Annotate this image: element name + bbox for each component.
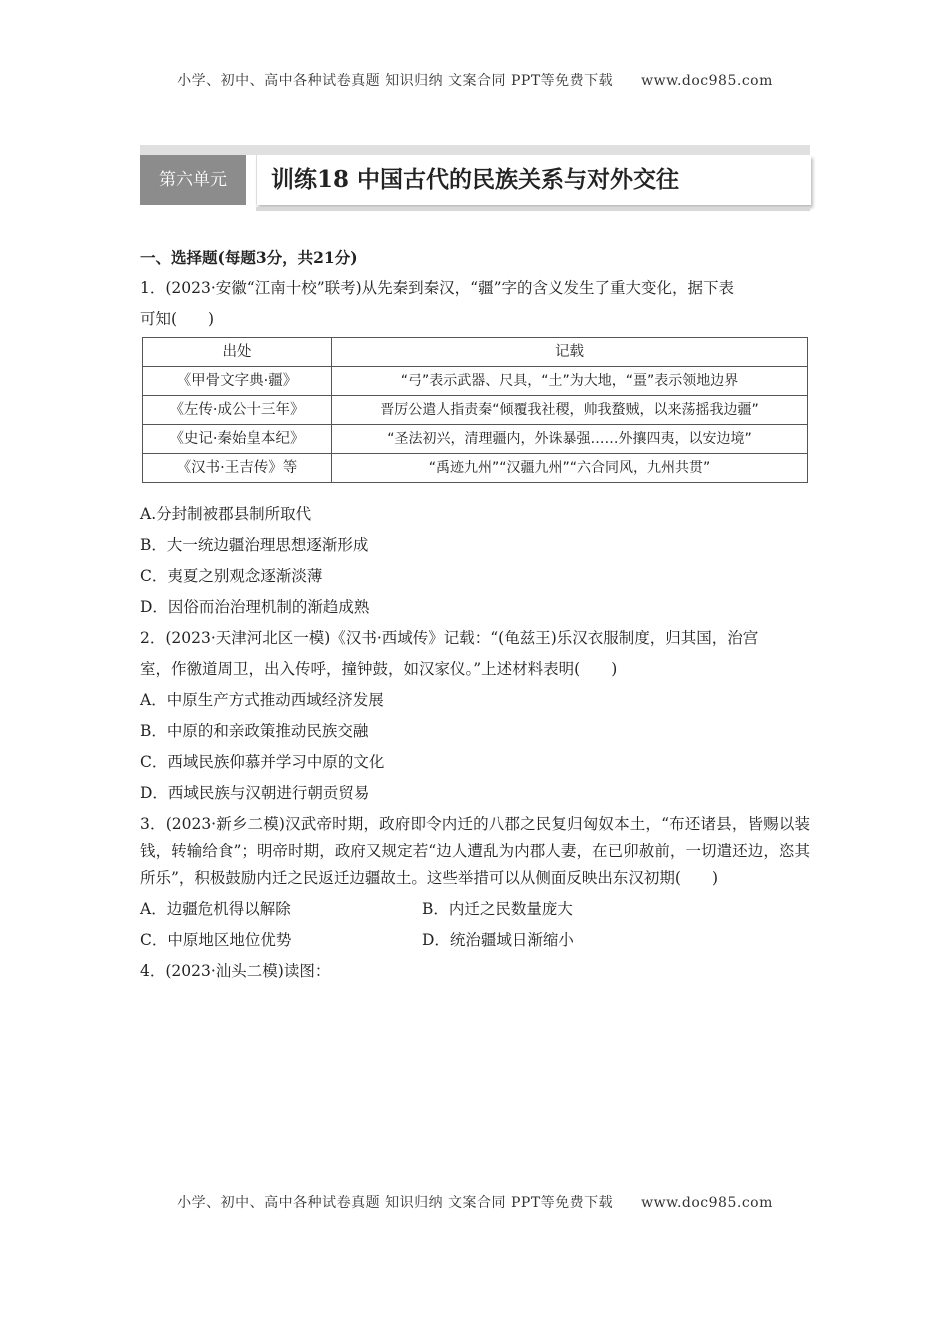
question-content [140, 244, 810, 989]
q3-stem: 3．(2023·新乡二模)汉武帝时期，政府即令内迁的八郡之民复归匈奴本土，“布还诸县，皆赐以装钱，转输给食”；明帝时期，政府又规定若“边人遭乱为内郡人妻，在已卯赦前，一切遣还边，恣其所乐”，积极鼓励内迁之民返迁边疆故土。这些举措可以从侧面反映出东汉初期( ) [140, 815, 810, 887]
q1-line1: 1．(2023·安徽“江南十校”联考)从先秦到秦汉，“疆”字的含义发生了重大变化，据下表 [140, 279, 735, 297]
table-row [143, 367, 808, 396]
q1-source-table [142, 337, 808, 483]
q4-stem: 4．(2023·汕头二模)读图： [140, 962, 331, 980]
unit-banner [140, 145, 810, 213]
banner-stripe [140, 145, 810, 155]
q3-option-d[interactable]: D．统治疆域日渐缩小 [422, 931, 574, 949]
table-cell-record: “圣法初兴，清理疆内，外诛暴强……外攘四夷，以安边境” [332, 425, 808, 454]
table-cell-record: 晋厉公遣人指责秦“倾覆我社稷，帅我蝥贼，以来荡摇我边疆” [332, 396, 808, 425]
table-header-cell: 出处 [143, 338, 332, 367]
table-cell-source: 《左传·成公十三年》 [143, 396, 332, 425]
table-cell-record: “禹迹九州”“汉疆九州”“六合同风，九州共贯” [332, 454, 808, 483]
q3-options-row-2 [140, 927, 810, 954]
q2-option-b[interactable]: B．中原的和亲政策推动民族交融 [140, 722, 369, 740]
q1-option-a[interactable]: A.分封制被郡县制所取代 [140, 505, 312, 523]
table-cell-record: “弓”表示武器、尺具，“土”为大地，“畺”表示领地边界 [332, 367, 808, 396]
q2-option-a[interactable]: A．中原生产方式推动西域经济发展 [140, 691, 384, 709]
q3-options-row-1 [140, 896, 810, 923]
table-row [143, 454, 808, 483]
banner-rule [256, 207, 810, 211]
unit-label: 第六单元 [140, 155, 246, 205]
table-header-cell: 记载 [332, 338, 808, 367]
q2-option-d[interactable]: D．西域民族与汉朝进行朝贡贸易 [140, 784, 370, 802]
page-footer [0, 1192, 950, 1212]
table-cell-source: 《史记·秦始皇本纪》 [143, 425, 332, 454]
header-site: www.doc985.com [641, 73, 773, 89]
section-heading: 一、选择题(每题3分，共21分) [140, 248, 358, 267]
q3-option-c[interactable]: C．中原地区地位优势 [140, 931, 292, 949]
table-cell-source: 《汉书·王吉传》等 [143, 454, 332, 483]
table-header-row [143, 338, 808, 367]
table-row [143, 396, 808, 425]
q2-option-c[interactable]: C．西域民族仰慕并学习中原的文化 [140, 753, 385, 771]
q3-option-a[interactable]: A．边疆危机得以解除 [140, 900, 291, 918]
q2-line1: 2．(2023·天津河北区一模)《汉书·西域传》记载：“(龟兹王)乐汉衣服制度，归其国，治宫 [140, 629, 759, 647]
footer-site: www.doc985.com [641, 1195, 773, 1211]
q3-option-b[interactable]: B．内迁之民数量庞大 [422, 900, 573, 918]
table-cell-source: 《甲骨文字典·疆》 [143, 367, 332, 396]
q2-line2: 室，作徼道周卫，出入传呼，撞钟鼓，如汉家仪。”上述材料表明( ) [140, 660, 618, 678]
title-box [256, 155, 811, 205]
page-title: 训练18 中国古代的民族关系与对外交往 [271, 166, 680, 193]
q1-option-d[interactable]: D．因俗而治治理机制的渐趋成熟 [140, 598, 370, 616]
footer-text: 小学、初中、高中各种试卷真题 知识归纳 文案合同 PPT等免费下载 [177, 1195, 614, 1211]
q1-option-c[interactable]: C．夷夏之别观念逐渐淡薄 [140, 567, 323, 585]
page-header [0, 70, 950, 90]
header-text: 小学、初中、高中各种试卷真题 知识归纳 文案合同 PPT等免费下载 [177, 73, 614, 89]
q1-option-b[interactable]: B．大一统边疆治理思想逐渐形成 [140, 536, 369, 554]
table-row [143, 425, 808, 454]
q1-line2: 可知( ) [140, 310, 215, 328]
